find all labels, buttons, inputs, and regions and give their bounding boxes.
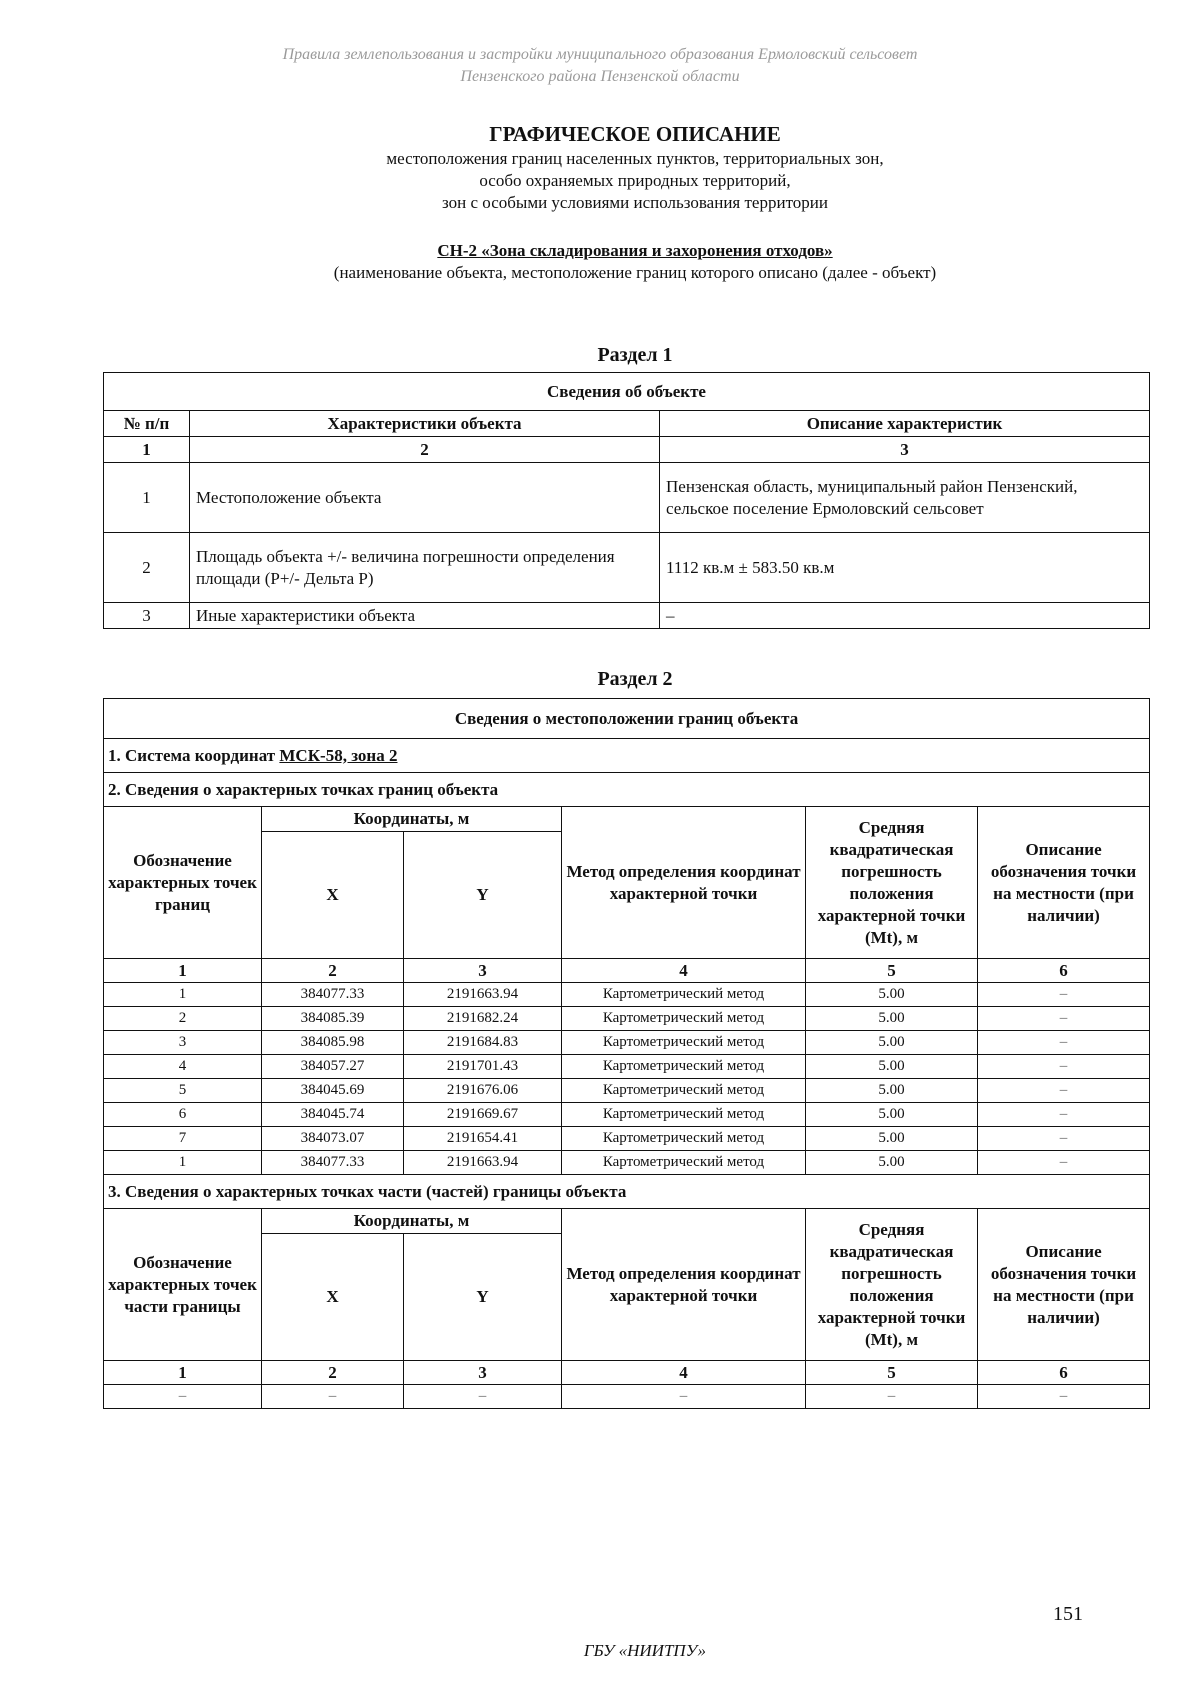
subtitle-line-3: зон с особыми условиями использования территории [442, 193, 828, 212]
s1-row-2-char: Площадь объекта +/- величина погрешности определения площади (Р+/- Дельта Р) [190, 533, 660, 603]
col-coords: Координаты, м [262, 807, 562, 832]
s2-colnum-6: 6 [978, 959, 1150, 983]
point-y: 2191663.94 [404, 983, 562, 1007]
point-id: 4 [104, 1055, 262, 1079]
point-x: 384057.27 [262, 1055, 404, 1079]
point-y: 2191669.67 [404, 1103, 562, 1127]
s1-colnum-3: 3 [660, 437, 1150, 463]
subtitle-line-2: особо охраняемых природных территорий, [479, 171, 791, 190]
point-method: Картометрический метод [562, 1079, 806, 1103]
point-error: 5.00 [806, 1055, 978, 1079]
parts-colnum-6: 6 [978, 1361, 1150, 1385]
point-x: 384085.98 [262, 1031, 404, 1055]
header-line-1: Правила землепользования и застройки муниципального образования Ермоловский сельсовет [282, 46, 918, 63]
s2-colnum-1: 1 [104, 959, 262, 983]
section-2-title: Раздел 2 [597, 668, 673, 690]
s1-header-char: Характеристики объекта [190, 411, 660, 437]
table-row [104, 1385, 1150, 1409]
point-error: 5.00 [806, 1127, 978, 1151]
parts-colnum-2: 2 [262, 1361, 404, 1385]
s1-header-desc: Описание характеристик [660, 411, 1150, 437]
col-error: Средняя квадратическая погрешность положения характерной точки (Мt), м [806, 807, 978, 959]
parts-colnum-3: 3 [404, 1361, 562, 1385]
header-line-2: Пензенского района Пензенской области [460, 68, 740, 85]
s1-colnum-1: 1 [104, 437, 190, 463]
point-method: Картометрический метод [562, 1103, 806, 1127]
point-error: 5.00 [806, 1007, 978, 1031]
col-y: Y [404, 832, 562, 959]
section-1-title: Раздел 1 [597, 344, 673, 366]
point-method: Картометрический метод [562, 1151, 806, 1175]
table-row [104, 1031, 1150, 1055]
subtitle-line-1: местоположения границ населенных пунктов, территориальных зон, [386, 149, 884, 168]
parts-col-description: Описание обозначения точки на местности (при наличии) [978, 1209, 1150, 1361]
point-description: – [978, 1079, 1150, 1103]
object-note: (наименование объекта, местоположение границ которого описано (далее - объект) [333, 263, 937, 282]
s2-colnum-3: 3 [404, 959, 562, 983]
col-designation: Обозначение характерных точек границ [104, 807, 262, 959]
s1-row-3-desc: – [660, 603, 1150, 629]
s2-colnum-5: 5 [806, 959, 978, 983]
point-x: 384085.39 [262, 1007, 404, 1031]
point-method: Картометрический метод [562, 1007, 806, 1031]
point-y: 2191654.41 [404, 1127, 562, 1151]
parts-col-method: Метод определения координат характерной точки [562, 1209, 806, 1361]
section-1-table-title: Сведения об объекте [104, 373, 1150, 411]
points-section-title: 2. Сведения о характерных точках границ объекта [104, 773, 1150, 807]
table-row [104, 1127, 1150, 1151]
point-method: Картометрический метод [562, 1055, 806, 1079]
parts-colnum-4: 4 [562, 1361, 806, 1385]
point-id: 7 [104, 1127, 262, 1151]
point-id: 2 [104, 1007, 262, 1031]
point-description: – [978, 1055, 1150, 1079]
point-y: 2191676.06 [404, 1079, 562, 1103]
point-error: 5.00 [806, 983, 978, 1007]
table-row [104, 1055, 1150, 1079]
parts-col-designation: Обозначение характерных точек части границы [104, 1209, 262, 1361]
col-method: Метод определения координат характерной точки [562, 807, 806, 959]
s1-row-2-num: 2 [104, 533, 190, 603]
part-point-id: – [104, 1385, 262, 1409]
point-description: – [978, 1127, 1150, 1151]
s1-colnum-2: 2 [190, 437, 660, 463]
point-description: – [978, 983, 1150, 1007]
running-header [0, 44, 1200, 88]
point-error: 5.00 [806, 1151, 978, 1175]
table-row [104, 1151, 1150, 1175]
coord-system-prefix: 1. Система координат [108, 745, 280, 765]
coord-system-row [104, 739, 1150, 773]
table-row [104, 463, 1150, 533]
point-error: 5.00 [806, 1103, 978, 1127]
parts-section-title: 3. Сведения о характерных точках части (частей) границы объекта [104, 1175, 1150, 1209]
table-row [104, 983, 1150, 1007]
s2-colnum-4: 4 [562, 959, 806, 983]
point-y: 2191682.24 [404, 1007, 562, 1031]
point-y: 2191663.94 [404, 1151, 562, 1175]
section-2-table-title: Сведения о местоположении границ объекта [104, 699, 1150, 739]
footer: ГБУ «НИИТПУ» [583, 1641, 707, 1660]
point-x: 384073.07 [262, 1127, 404, 1151]
table-row [104, 533, 1150, 603]
point-id: 6 [104, 1103, 262, 1127]
part-point-description: – [978, 1385, 1150, 1409]
point-x: 384077.33 [262, 1151, 404, 1175]
part-point-error: – [806, 1385, 978, 1409]
parts-col-error: Средняя квадратическая погрешность положения характерной точки (Мt), м [806, 1209, 978, 1361]
point-id: 5 [104, 1079, 262, 1103]
page-number: 151 [1053, 1603, 1083, 1625]
col-description: Описание обозначения точки на местности (при наличии) [978, 807, 1150, 959]
point-error: 5.00 [806, 1031, 978, 1055]
parts-col-y: Y [404, 1234, 562, 1361]
page-title: ГРАФИЧЕСКОЕ ОПИСАНИЕ [489, 122, 781, 146]
point-id: 1 [104, 1151, 262, 1175]
s1-row-3-num: 3 [104, 603, 190, 629]
s1-row-1-num: 1 [104, 463, 190, 533]
point-x: 384077.33 [262, 983, 404, 1007]
s1-row-1-desc: Пензенская область, муниципальный район Пензенский, сельское поселение Ермоловский сельсовет [660, 463, 1150, 533]
point-x: 384045.74 [262, 1103, 404, 1127]
table-row [104, 1007, 1150, 1031]
s1-row-1-char: Местоположение объекта [190, 463, 660, 533]
parts-colnum-1: 1 [104, 1361, 262, 1385]
point-id: 3 [104, 1031, 262, 1055]
point-description: – [978, 1151, 1150, 1175]
point-y: 2191684.83 [404, 1031, 562, 1055]
section-1-table [103, 372, 1150, 629]
table-row [104, 603, 1150, 629]
point-method: Картометрический метод [562, 1031, 806, 1055]
parts-col-x: X [262, 1234, 404, 1361]
parts-col-coords: Координаты, м [262, 1209, 562, 1234]
object-block [0, 240, 1200, 284]
section-2-table [103, 698, 1150, 1409]
table-row [104, 1103, 1150, 1127]
title-block [0, 120, 1200, 214]
point-description: – [978, 1031, 1150, 1055]
coord-system-value: МСК-58, зона 2 [279, 745, 398, 765]
point-description: – [978, 1103, 1150, 1127]
s1-header-num: № п/п [104, 411, 190, 437]
point-x: 384045.69 [262, 1079, 404, 1103]
point-method: Картометрический метод [562, 983, 806, 1007]
point-description: – [978, 1007, 1150, 1031]
part-point-x: – [262, 1385, 404, 1409]
parts-colnum-5: 5 [806, 1361, 978, 1385]
s1-row-2-desc: 1112 кв.м ± 583.50 кв.м [660, 533, 1150, 603]
object-name: СН-2 «Зона складирования и захоронения отходов» [437, 241, 833, 260]
part-point-method: – [562, 1385, 806, 1409]
point-method: Картометрический метод [562, 1127, 806, 1151]
point-y: 2191701.43 [404, 1055, 562, 1079]
table-row [104, 1079, 1150, 1103]
col-x: X [262, 832, 404, 959]
part-point-y: – [404, 1385, 562, 1409]
s2-colnum-2: 2 [262, 959, 404, 983]
s1-row-3-char: Иные характеристики объекта [190, 603, 660, 629]
point-id: 1 [104, 983, 262, 1007]
point-error: 5.00 [806, 1079, 978, 1103]
